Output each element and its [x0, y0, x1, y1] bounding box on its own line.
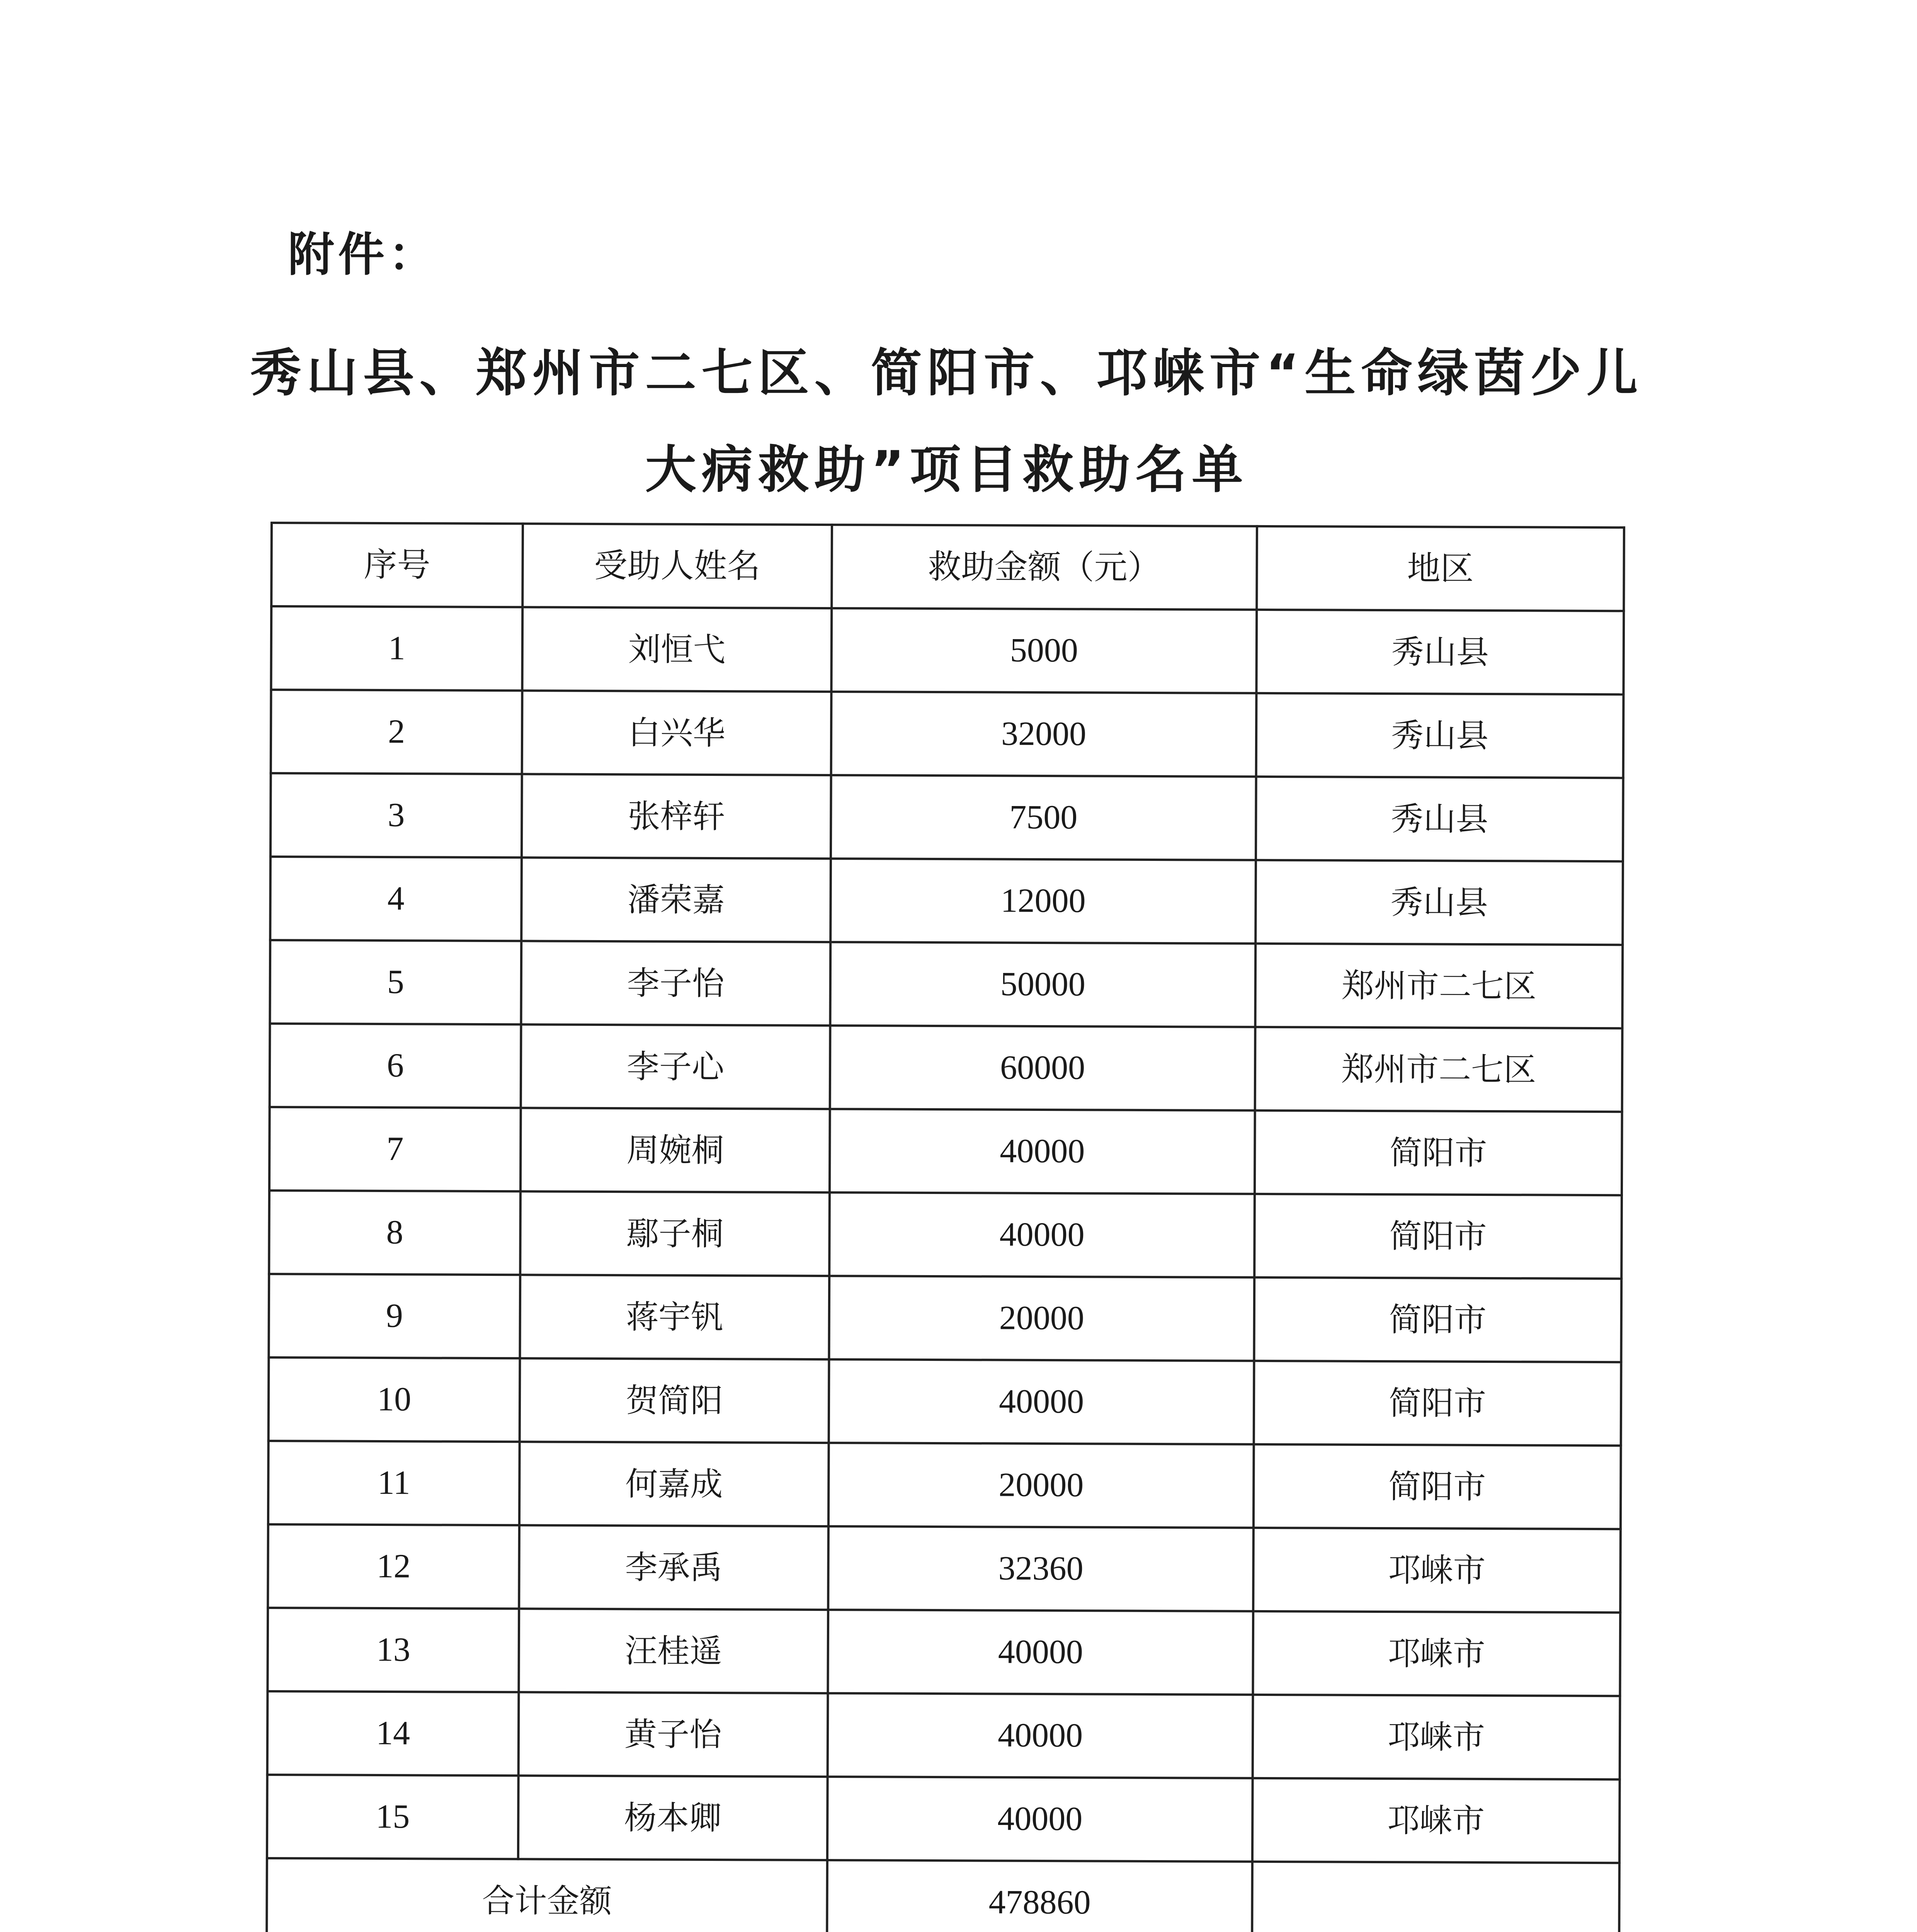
table-row: [267, 1608, 1620, 1696]
cell-name: 何嘉成: [519, 1442, 829, 1526]
cell-region: 秀山县: [1256, 693, 1624, 778]
cell-index: 4: [270, 857, 522, 941]
cell-amount: 5000: [831, 608, 1257, 693]
cell-name: 刘恒弋: [522, 607, 832, 692]
table-row: [269, 1274, 1621, 1362]
table-row: [271, 690, 1624, 778]
cell-amount: 12000: [830, 859, 1256, 944]
cell-name: 汪桂遥: [519, 1609, 828, 1693]
cell-name: 潘荣嘉: [521, 857, 831, 942]
cell-index: 2: [271, 690, 522, 774]
cell-index: 6: [270, 1024, 521, 1108]
cell-region: 秀山县: [1255, 860, 1623, 945]
table-row: [270, 857, 1623, 945]
cell-index: 13: [267, 1608, 519, 1692]
cell-index: 7: [269, 1107, 521, 1191]
cell-name: 白兴华: [522, 690, 832, 775]
cell-region: 简阳市: [1254, 1361, 1621, 1446]
cell-region: 邛崃市: [1253, 1695, 1620, 1779]
cell-region: 郑州市二七区: [1255, 944, 1623, 1028]
cell-index: 15: [267, 1775, 519, 1859]
cell-region: 邛崃市: [1253, 1611, 1620, 1696]
total-row: [267, 1858, 1619, 1932]
total-label: 合计金额: [267, 1858, 827, 1932]
header-region: 地区: [1257, 526, 1624, 611]
cell-amount: 32000: [831, 692, 1257, 777]
cell-amount: 50000: [830, 942, 1255, 1027]
cell-amount: 7500: [831, 775, 1256, 860]
cell-name: 李子心: [521, 1024, 830, 1109]
cell-amount: 60000: [830, 1026, 1255, 1111]
table-row: [269, 1357, 1621, 1446]
cell-index: 9: [269, 1274, 520, 1358]
table-row: [269, 1107, 1622, 1195]
table-row: [267, 1775, 1620, 1863]
table-row: [268, 1441, 1621, 1529]
table-row: [270, 1024, 1623, 1112]
cell-amount: 20000: [828, 1443, 1254, 1528]
cell-name: 张梓轩: [522, 774, 831, 859]
table-row: [269, 1190, 1622, 1279]
cell-region: 秀山县: [1256, 777, 1623, 861]
cell-region: 简阳市: [1254, 1444, 1621, 1529]
cell-amount: 40000: [828, 1610, 1253, 1695]
cell-amount: 40000: [830, 1109, 1255, 1194]
cell-index: 3: [270, 773, 522, 857]
cell-amount: 40000: [828, 1693, 1253, 1778]
cell-amount: 20000: [829, 1276, 1254, 1361]
cell-name: 杨本卿: [518, 1776, 828, 1860]
cell-name: 鄢子桐: [520, 1191, 830, 1276]
cell-index: 1: [271, 606, 522, 690]
table-row: [267, 1691, 1620, 1779]
cell-name: 李承禹: [519, 1525, 828, 1610]
cell-index: 10: [269, 1357, 520, 1442]
cell-region: 邛崃市: [1253, 1528, 1621, 1612]
header-amount: 救助金额（元）: [832, 525, 1257, 610]
total-amount: 478860: [827, 1860, 1252, 1932]
document-title-line-2: 大病救助”项目救助名单: [645, 440, 1249, 500]
cell-region: 秀山县: [1256, 610, 1624, 694]
table-row: [268, 1524, 1621, 1612]
document-title-line-1: 秀山县、郑州市二七区、简阳市、邛崃市“生命绿茵少儿: [250, 344, 1643, 403]
cell-name: 黄子怡: [519, 1692, 828, 1777]
cell-amount: 40000: [829, 1192, 1255, 1277]
cell-amount: 32360: [828, 1526, 1254, 1611]
cell-name: 贺简阳: [520, 1358, 829, 1443]
aid-recipient-table: [265, 522, 1625, 1932]
cell-index: 8: [269, 1190, 520, 1275]
cell-index: 12: [268, 1524, 519, 1609]
cell-region: 郑州市二七区: [1255, 1027, 1623, 1112]
cell-region: 简阳市: [1254, 1194, 1622, 1279]
cell-region: 邛崃市: [1252, 1778, 1620, 1863]
cell-index: 5: [270, 940, 521, 1024]
cell-amount: 40000: [829, 1359, 1254, 1444]
header-index: 序号: [271, 523, 523, 607]
cell-name: 蒋宇钒: [520, 1275, 829, 1359]
table-row: [271, 606, 1624, 694]
table-row: [270, 940, 1623, 1028]
cell-region: 简阳市: [1255, 1111, 1622, 1195]
cell-amount: 40000: [827, 1777, 1253, 1862]
cell-name: 周婉桐: [520, 1108, 830, 1192]
table-row: [270, 773, 1623, 861]
cell-index: 14: [267, 1691, 519, 1776]
cell-index: 11: [268, 1441, 520, 1525]
header-name: 受助人姓名: [522, 524, 832, 608]
table-header-row: [271, 523, 1624, 611]
cell-region: 简阳市: [1254, 1277, 1621, 1362]
attachment-label: 附件：: [288, 228, 439, 282]
total-region-empty: [1252, 1862, 1619, 1932]
cell-name: 李子怡: [521, 941, 830, 1026]
